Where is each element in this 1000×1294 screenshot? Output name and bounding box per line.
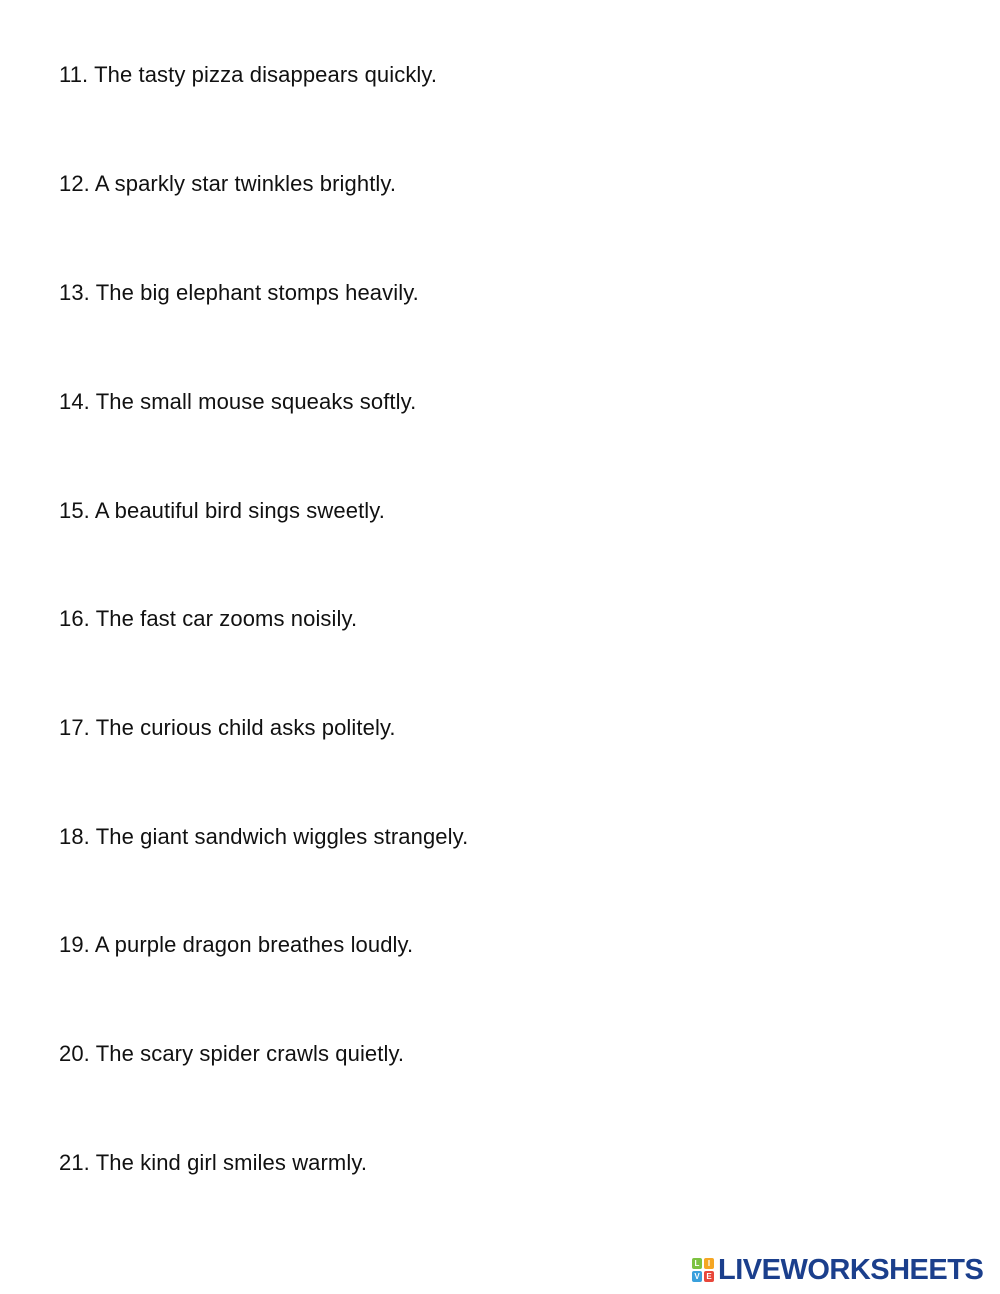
sentence-15: 15. A beautiful bird sings sweetly.: [59, 498, 385, 523]
sentence-16: 16. The fast car zooms noisily.: [59, 606, 358, 631]
logo-mark-i: I: [704, 1258, 714, 1269]
sentence-13: 13. The big elephant stomps heavily.: [59, 280, 419, 305]
logo-mark-e: E: [704, 1271, 714, 1282]
sentence-11: 11. The tasty pizza disappears quickly.: [59, 62, 438, 87]
sentence-21: 21. The kind girl smiles warmly.: [59, 1150, 368, 1175]
sentence-14: 14. The small mouse squeaks softly.: [59, 389, 417, 414]
liveworksheets-logo-icon: [692, 1258, 714, 1282]
liveworksheets-logo: [692, 1253, 983, 1287]
sentence-17: 17. The curious child asks politely.: [59, 715, 396, 740]
sentence-20: 20. The scary spider crawls quietly.: [59, 1041, 405, 1066]
logo-wordmark: LIVEWORKSHEETS: [718, 1254, 984, 1286]
sentence-19: 19. A purple dragon breathes loudly.: [59, 932, 414, 957]
sentence-12: 12. A sparkly star twinkles brightly.: [59, 171, 397, 196]
logo-mark-v: V: [692, 1271, 702, 1282]
logo-mark-l: L: [692, 1258, 702, 1269]
sentence-18: 18. The giant sandwich wiggles strangely.: [59, 824, 469, 849]
